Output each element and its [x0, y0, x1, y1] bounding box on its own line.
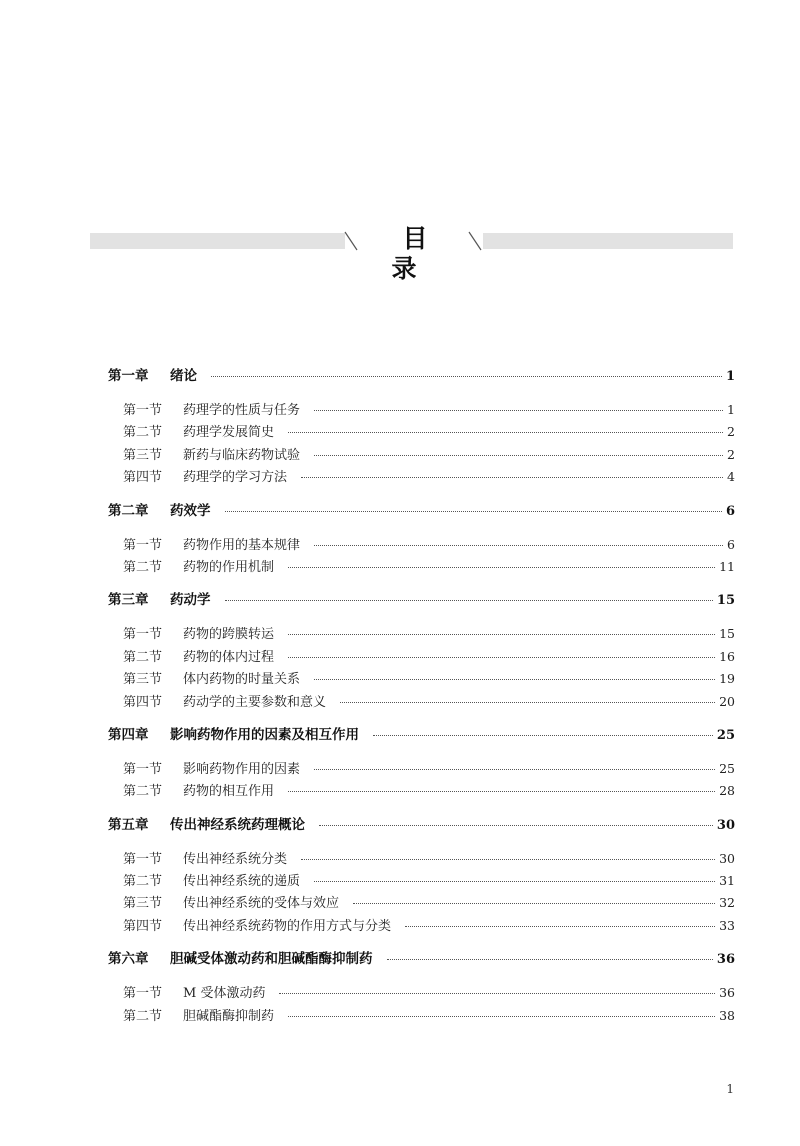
section-title: 传出神经系统分类 — [183, 851, 288, 867]
dot-leader — [314, 410, 723, 411]
section-number: 第三节 — [123, 447, 163, 463]
chapter-page-number: 6 — [725, 503, 735, 519]
section-number: 第四节 — [123, 694, 163, 710]
section-page-number: 19 — [719, 671, 735, 687]
banner-band-right — [483, 233, 733, 249]
toc-title-banner — [90, 224, 733, 283]
dot-leader — [288, 791, 715, 792]
chapter-title: 影响药物作用的因素及相互作用 — [170, 726, 359, 743]
chapter-title: 传出神经系统药理概论 — [170, 816, 305, 833]
dot-leader — [319, 825, 713, 826]
toc-section-list — [123, 623, 735, 713]
toc-chapter-entry[interactable] — [108, 724, 735, 747]
dot-leader — [373, 735, 713, 736]
section-title: 影响药物作用的因素 — [183, 761, 301, 777]
toc-chapter — [108, 814, 735, 938]
section-page-number: 11 — [719, 558, 735, 574]
dot-leader — [387, 959, 713, 960]
toc-section-entry[interactable] — [123, 668, 735, 690]
toc-section-entry[interactable] — [123, 466, 735, 488]
dot-leader — [353, 903, 715, 904]
toc-section-list — [123, 399, 735, 489]
section-page-number: 4 — [727, 469, 735, 485]
section-title: 传出神经系统的受体与效应 — [183, 896, 340, 912]
section-title: 传出神经系统药物的作用方式与分类 — [183, 918, 392, 934]
chapter-number: 第一章 — [108, 368, 149, 384]
section-page-number: 31 — [719, 873, 735, 889]
section-number: 第四节 — [123, 470, 163, 486]
toc-chapter — [108, 500, 735, 579]
toc-chapter — [108, 948, 735, 1027]
section-page-number: 28 — [719, 783, 735, 799]
section-page-number: 2 — [727, 424, 735, 440]
chapter-page-number: 36 — [716, 952, 735, 968]
section-number: 第二节 — [123, 784, 163, 800]
chapter-title: 药动学 — [170, 592, 211, 609]
chapter-number: 第三章 — [108, 592, 149, 609]
toc-section-entry[interactable] — [123, 556, 735, 578]
dot-leader — [211, 376, 722, 377]
dot-leader — [225, 600, 713, 601]
toc-chapter — [108, 724, 735, 803]
dot-leader — [288, 1016, 715, 1017]
section-number: 第二节 — [123, 874, 163, 890]
chapter-page-number: 1 — [725, 369, 735, 384]
toc-section-entry[interactable] — [123, 848, 735, 870]
dot-leader — [314, 769, 715, 770]
toc-section-list — [123, 534, 735, 579]
section-title: 药理学的性质与任务 — [183, 403, 301, 418]
chapter-title: 绪论 — [170, 368, 197, 384]
chapter-number: 第四章 — [108, 726, 149, 743]
section-page-number: 32 — [719, 895, 735, 911]
section-title: 药物的作用机制 — [183, 559, 275, 575]
dot-leader — [301, 477, 723, 478]
section-title: 药动学的主要参数和意义 — [183, 694, 327, 710]
toc-section-entry[interactable] — [123, 646, 735, 668]
toc-section-entry[interactable] — [123, 1005, 735, 1027]
banner-slash-right — [467, 230, 483, 252]
section-number: 第一节 — [123, 537, 163, 553]
section-page-number: 38 — [719, 1007, 735, 1023]
section-title: 新药与临床药物试验 — [183, 447, 301, 463]
section-number: 第二节 — [123, 425, 163, 441]
section-number: 第一节 — [123, 986, 163, 1002]
section-page-number: 30 — [719, 850, 735, 866]
toc-section-entry[interactable] — [123, 534, 735, 556]
toc-section-entry[interactable] — [123, 915, 735, 937]
section-number: 第三节 — [123, 896, 163, 912]
section-page-number: 33 — [719, 917, 735, 933]
section-page-number: 2 — [727, 446, 735, 462]
toc-section-entry[interactable] — [123, 758, 735, 780]
toc-section-list — [123, 982, 735, 1027]
toc-chapter-entry[interactable] — [108, 814, 735, 837]
section-title: 体内药物的时量关系 — [183, 672, 301, 688]
dot-leader — [288, 634, 715, 635]
section-title: 药物的相互作用 — [183, 784, 275, 800]
section-title: 药理学的学习方法 — [183, 470, 288, 486]
toc-chapter — [108, 365, 735, 489]
section-page-number: 15 — [719, 626, 735, 642]
toc-section-list — [123, 848, 735, 938]
dot-leader — [340, 702, 715, 703]
dot-leader — [314, 545, 723, 546]
toc-section-entry[interactable] — [123, 399, 735, 421]
chapter-number: 第六章 — [108, 951, 149, 968]
dot-leader — [288, 432, 723, 433]
toc-chapter-entry[interactable] — [108, 589, 735, 612]
toc-chapter — [108, 589, 735, 713]
toc-section-entry[interactable] — [123, 870, 735, 892]
section-number: 第二节 — [123, 1008, 163, 1024]
section-page-number: 25 — [719, 760, 735, 776]
toc-section-entry[interactable] — [123, 444, 735, 466]
chapter-number: 第五章 — [108, 816, 149, 833]
dot-leader — [279, 993, 715, 994]
dot-leader — [288, 567, 715, 568]
section-number: 第一节 — [123, 403, 163, 418]
toc-chapter-entry[interactable] — [108, 500, 735, 523]
chapter-page-number: 30 — [716, 817, 735, 833]
section-title: 传出神经系统的递质 — [183, 874, 301, 890]
dot-leader — [314, 679, 715, 680]
section-page-number: 1 — [727, 402, 735, 417]
section-number: 第一节 — [123, 761, 163, 777]
footer-page-number: 1 — [726, 1082, 734, 1096]
dot-leader — [314, 455, 723, 456]
page-title: 目 录 — [391, 224, 450, 283]
section-title: 胆碱酯酶抑制药 — [183, 1008, 275, 1024]
dot-leader — [405, 926, 715, 927]
chapter-title: 胆碱受体激动药和胆碱酯酶抑制药 — [170, 951, 373, 968]
section-title: 药物的体内过程 — [183, 649, 275, 665]
section-title: M 受体激动药 — [183, 986, 266, 1002]
section-number: 第一节 — [123, 627, 163, 643]
section-page-number: 16 — [719, 648, 735, 664]
chapter-number: 第二章 — [108, 502, 149, 519]
dot-leader — [225, 511, 722, 512]
section-title: 药物作用的基本规律 — [183, 537, 301, 553]
toc-section-entry[interactable] — [123, 982, 735, 1004]
toc-chapter-entry[interactable] — [108, 948, 735, 971]
section-title: 药物的跨膜转运 — [183, 627, 275, 643]
toc-section-entry[interactable] — [123, 691, 735, 713]
toc-section-entry[interactable] — [123, 421, 735, 443]
chapter-page-number: 15 — [716, 593, 735, 609]
section-page-number: 6 — [727, 536, 735, 552]
toc-section-entry[interactable] — [123, 892, 735, 914]
dot-leader — [288, 657, 715, 658]
toc-section-entry[interactable] — [123, 780, 735, 802]
dot-leader — [314, 881, 715, 882]
section-title: 药理学发展简史 — [183, 425, 275, 441]
section-number: 第一节 — [123, 851, 163, 867]
section-page-number: 20 — [719, 693, 735, 709]
toc-chapter-entry[interactable] — [108, 365, 735, 388]
table-of-contents — [108, 365, 735, 1027]
dot-leader — [301, 859, 715, 860]
section-number: 第二节 — [123, 559, 163, 575]
section-number: 第四节 — [123, 918, 163, 934]
banner-band-left — [90, 233, 345, 249]
section-number: 第二节 — [123, 649, 163, 665]
chapter-title: 药效学 — [170, 502, 211, 519]
toc-section-entry[interactable] — [123, 623, 735, 645]
toc-section-list — [123, 758, 735, 803]
section-page-number: 36 — [719, 985, 735, 1001]
chapter-page-number: 25 — [716, 727, 735, 743]
section-number: 第三节 — [123, 672, 163, 688]
banner-slash-left — [343, 230, 359, 252]
